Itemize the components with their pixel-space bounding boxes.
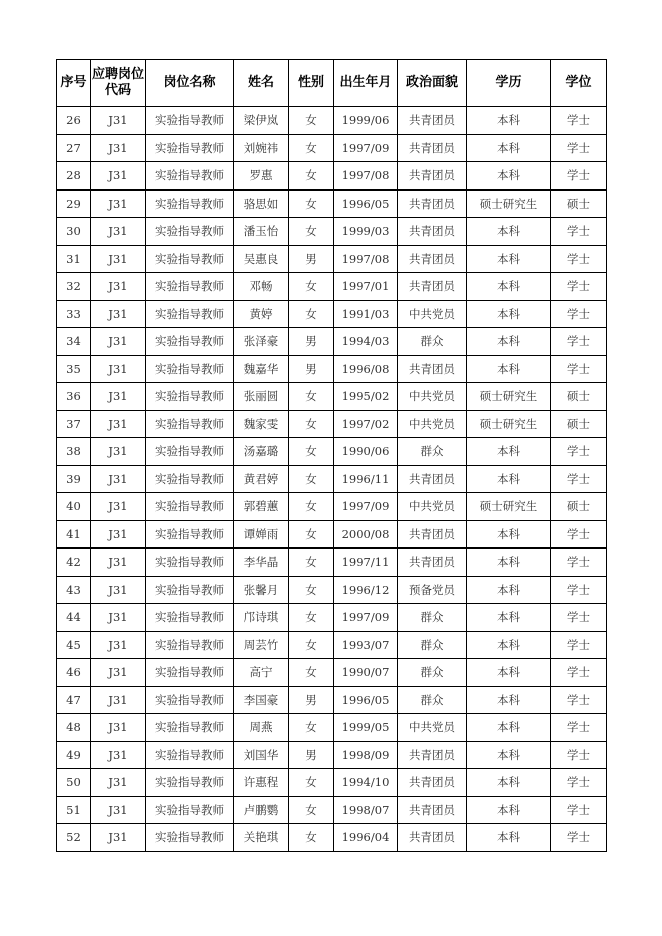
- cell-position-name: 实验指导教师: [146, 383, 234, 411]
- cell-index: 48: [57, 714, 91, 742]
- table-row: [57, 134, 607, 162]
- cell-gender: 男: [289, 245, 334, 273]
- cell-education: 本科: [467, 741, 551, 769]
- cell-name: 魏家雯: [234, 410, 289, 438]
- cell-position-name: 实验指导教师: [146, 465, 234, 493]
- cell-degree: 学士: [551, 824, 607, 852]
- cell-name: 李华晶: [234, 548, 289, 576]
- cell-political-status: 共青团员: [398, 520, 467, 548]
- cell-degree: 学士: [551, 659, 607, 687]
- cell-education: 本科: [467, 328, 551, 356]
- cell-gender: 女: [289, 273, 334, 301]
- cell-education: 本科: [467, 769, 551, 797]
- cell-political-status: 共青团员: [398, 245, 467, 273]
- cell-name: 黄婷: [234, 300, 289, 328]
- cell-position-code: J31: [91, 355, 146, 383]
- header-political-status: 政治面貌: [398, 60, 467, 107]
- cell-education: 本科: [467, 520, 551, 548]
- cell-political-status: 共青团员: [398, 465, 467, 493]
- cell-index: 27: [57, 134, 91, 162]
- cell-degree: 学士: [551, 520, 607, 548]
- cell-position-name: 实验指导教师: [146, 796, 234, 824]
- cell-education: 本科: [467, 218, 551, 246]
- cell-education: 本科: [467, 273, 551, 301]
- cell-degree: 学士: [551, 465, 607, 493]
- cell-position-name: 实验指导教师: [146, 438, 234, 466]
- cell-political-status: 中共党员: [398, 493, 467, 521]
- header-birth-date: 出生年月: [334, 60, 398, 107]
- table-row: [57, 162, 607, 190]
- cell-degree: 学士: [551, 162, 607, 190]
- cell-position-name: 实验指导教师: [146, 162, 234, 190]
- cell-index: 29: [57, 190, 91, 218]
- cell-degree: 学士: [551, 686, 607, 714]
- table-row: [57, 631, 607, 659]
- cell-political-status: 共青团员: [398, 355, 467, 383]
- cell-degree: 学士: [551, 328, 607, 356]
- table-row: [57, 438, 607, 466]
- cell-birth-date: 1997/02: [334, 410, 398, 438]
- cell-position-code: J31: [91, 769, 146, 797]
- cell-gender: 女: [289, 604, 334, 632]
- cell-political-status: 共青团员: [398, 107, 467, 135]
- cell-gender: 女: [289, 134, 334, 162]
- table-row: [57, 686, 607, 714]
- cell-position-name: 实验指导教师: [146, 548, 234, 576]
- header-education: 学历: [467, 60, 551, 107]
- cell-gender: 女: [289, 493, 334, 521]
- cell-gender: 女: [289, 631, 334, 659]
- cell-degree: 学士: [551, 355, 607, 383]
- cell-education: 本科: [467, 355, 551, 383]
- cell-position-code: J31: [91, 493, 146, 521]
- cell-position-code: J31: [91, 273, 146, 301]
- cell-gender: 女: [289, 796, 334, 824]
- cell-name: 张泽豪: [234, 328, 289, 356]
- cell-index: 51: [57, 796, 91, 824]
- table-row: [57, 796, 607, 824]
- cell-position-code: J31: [91, 162, 146, 190]
- cell-birth-date: 1996/05: [334, 686, 398, 714]
- cell-index: 50: [57, 769, 91, 797]
- cell-degree: 学士: [551, 107, 607, 135]
- cell-position-name: 实验指导教师: [146, 355, 234, 383]
- table-row: [57, 410, 607, 438]
- cell-birth-date: 1993/07: [334, 631, 398, 659]
- table-row: [57, 604, 607, 632]
- cell-political-status: 共青团员: [398, 134, 467, 162]
- cell-name: 罗惠: [234, 162, 289, 190]
- cell-education: 本科: [467, 162, 551, 190]
- cell-position-code: J31: [91, 328, 146, 356]
- cell-position-code: J31: [91, 134, 146, 162]
- cell-gender: 男: [289, 686, 334, 714]
- cell-political-status: 中共党员: [398, 300, 467, 328]
- cell-index: 47: [57, 686, 91, 714]
- cell-gender: 女: [289, 769, 334, 797]
- cell-birth-date: 1999/06: [334, 107, 398, 135]
- header-degree: 学位: [551, 60, 607, 107]
- cell-name: 刘婉祎: [234, 134, 289, 162]
- cell-position-name: 实验指导教师: [146, 714, 234, 742]
- cell-index: 35: [57, 355, 91, 383]
- cell-gender: 女: [289, 190, 334, 218]
- cell-index: 31: [57, 245, 91, 273]
- cell-gender: 女: [289, 162, 334, 190]
- table-row: [57, 576, 607, 604]
- table-row: [57, 355, 607, 383]
- cell-birth-date: 1997/08: [334, 245, 398, 273]
- cell-degree: 学士: [551, 796, 607, 824]
- cell-birth-date: 1998/07: [334, 796, 398, 824]
- cell-name: 梁伊岚: [234, 107, 289, 135]
- header-index: 序号: [57, 60, 91, 107]
- cell-index: 42: [57, 548, 91, 576]
- cell-political-status: 共青团员: [398, 162, 467, 190]
- cell-gender: 女: [289, 107, 334, 135]
- cell-name: 刘国华: [234, 741, 289, 769]
- cell-position-name: 实验指导教师: [146, 273, 234, 301]
- cell-position-code: J31: [91, 218, 146, 246]
- cell-birth-date: 1994/10: [334, 769, 398, 797]
- cell-degree: 学士: [551, 218, 607, 246]
- cell-position-code: J31: [91, 548, 146, 576]
- cell-political-status: 群众: [398, 686, 467, 714]
- cell-name: 汤嘉璐: [234, 438, 289, 466]
- cell-degree: 学士: [551, 300, 607, 328]
- cell-name: 邓畅: [234, 273, 289, 301]
- cell-position-code: J31: [91, 686, 146, 714]
- cell-gender: 女: [289, 548, 334, 576]
- cell-gender: 男: [289, 355, 334, 383]
- cell-political-status: 群众: [398, 328, 467, 356]
- cell-gender: 女: [289, 218, 334, 246]
- cell-degree: 学士: [551, 576, 607, 604]
- cell-position-code: J31: [91, 245, 146, 273]
- cell-education: 本科: [467, 107, 551, 135]
- candidate-table: [56, 59, 607, 852]
- table-row: [57, 493, 607, 521]
- cell-position-name: 实验指导教师: [146, 410, 234, 438]
- cell-position-code: J31: [91, 714, 146, 742]
- cell-degree: 学士: [551, 769, 607, 797]
- cell-political-status: 共青团员: [398, 796, 467, 824]
- cell-education: 硕士研究生: [467, 383, 551, 411]
- cell-index: 33: [57, 300, 91, 328]
- cell-position-name: 实验指导教师: [146, 520, 234, 548]
- table-row: [57, 273, 607, 301]
- cell-index: 36: [57, 383, 91, 411]
- cell-position-name: 实验指导教师: [146, 134, 234, 162]
- cell-education: 本科: [467, 300, 551, 328]
- table-row: [57, 714, 607, 742]
- cell-gender: 女: [289, 300, 334, 328]
- cell-birth-date: 1999/03: [334, 218, 398, 246]
- table-row: [57, 328, 607, 356]
- cell-position-name: 实验指导教师: [146, 741, 234, 769]
- cell-position-name: 实验指导教师: [146, 659, 234, 687]
- cell-political-status: 中共党员: [398, 383, 467, 411]
- cell-political-status: 共青团员: [398, 548, 467, 576]
- cell-birth-date: 1997/11: [334, 548, 398, 576]
- cell-index: 32: [57, 273, 91, 301]
- cell-political-status: 群众: [398, 438, 467, 466]
- cell-index: 38: [57, 438, 91, 466]
- table-row: [57, 190, 607, 218]
- cell-position-name: 实验指导教师: [146, 300, 234, 328]
- cell-birth-date: 1997/09: [334, 604, 398, 632]
- cell-position-name: 实验指导教师: [146, 686, 234, 714]
- cell-gender: 女: [289, 659, 334, 687]
- cell-position-name: 实验指导教师: [146, 769, 234, 797]
- cell-political-status: 群众: [398, 659, 467, 687]
- cell-education: 本科: [467, 438, 551, 466]
- cell-name: 李国豪: [234, 686, 289, 714]
- cell-birth-date: 1996/04: [334, 824, 398, 852]
- cell-birth-date: 1996/12: [334, 576, 398, 604]
- cell-education: 本科: [467, 824, 551, 852]
- cell-gender: 女: [289, 465, 334, 493]
- header-position-name: 岗位名称: [146, 60, 234, 107]
- table-row: [57, 107, 607, 135]
- cell-degree: 学士: [551, 273, 607, 301]
- cell-birth-date: 1991/03: [334, 300, 398, 328]
- table-row: [57, 741, 607, 769]
- cell-birth-date: 1996/05: [334, 190, 398, 218]
- cell-position-code: J31: [91, 796, 146, 824]
- cell-name: 高宁: [234, 659, 289, 687]
- table-row: [57, 300, 607, 328]
- cell-birth-date: 1999/05: [334, 714, 398, 742]
- cell-political-status: 共青团员: [398, 769, 467, 797]
- cell-political-status: 共青团员: [398, 218, 467, 246]
- table-row: [57, 465, 607, 493]
- cell-name: 骆思如: [234, 190, 289, 218]
- cell-political-status: 预备党员: [398, 576, 467, 604]
- cell-degree: 硕士: [551, 190, 607, 218]
- cell-name: 郭碧蕙: [234, 493, 289, 521]
- cell-position-name: 实验指导教师: [146, 824, 234, 852]
- cell-name: 潘玉怡: [234, 218, 289, 246]
- cell-gender: 男: [289, 741, 334, 769]
- cell-education: 硕士研究生: [467, 410, 551, 438]
- table-row: [57, 218, 607, 246]
- cell-name: 周燕: [234, 714, 289, 742]
- cell-position-code: J31: [91, 107, 146, 135]
- cell-gender: 女: [289, 438, 334, 466]
- cell-political-status: 共青团员: [398, 273, 467, 301]
- cell-position-code: J31: [91, 631, 146, 659]
- cell-degree: 硕士: [551, 383, 607, 411]
- cell-gender: 女: [289, 410, 334, 438]
- cell-political-status: 中共党员: [398, 714, 467, 742]
- cell-position-name: 实验指导教师: [146, 493, 234, 521]
- cell-gender: 女: [289, 383, 334, 411]
- cell-degree: 学士: [551, 631, 607, 659]
- table-row: [57, 824, 607, 852]
- cell-degree: 学士: [551, 741, 607, 769]
- cell-index: 49: [57, 741, 91, 769]
- header-row: [57, 60, 607, 107]
- cell-index: 40: [57, 493, 91, 521]
- cell-birth-date: 1990/07: [334, 659, 398, 687]
- cell-education: 本科: [467, 659, 551, 687]
- cell-birth-date: 1994/03: [334, 328, 398, 356]
- cell-position-name: 实验指导教师: [146, 218, 234, 246]
- cell-gender: 女: [289, 714, 334, 742]
- cell-position-code: J31: [91, 824, 146, 852]
- cell-education: 本科: [467, 134, 551, 162]
- cell-name: 吴惠良: [234, 245, 289, 273]
- cell-degree: 学士: [551, 134, 607, 162]
- cell-political-status: 共青团员: [398, 741, 467, 769]
- cell-index: 26: [57, 107, 91, 135]
- cell-position-name: 实验指导教师: [146, 604, 234, 632]
- cell-education: 本科: [467, 796, 551, 824]
- cell-position-code: J31: [91, 520, 146, 548]
- table-row: [57, 659, 607, 687]
- cell-index: 43: [57, 576, 91, 604]
- cell-index: 34: [57, 328, 91, 356]
- cell-name: 关艳琪: [234, 824, 289, 852]
- cell-gender: 男: [289, 328, 334, 356]
- cell-education: 硕士研究生: [467, 190, 551, 218]
- cell-name: 魏嘉华: [234, 355, 289, 383]
- table-row: [57, 548, 607, 576]
- cell-birth-date: 1998/09: [334, 741, 398, 769]
- cell-political-status: 群众: [398, 631, 467, 659]
- cell-index: 52: [57, 824, 91, 852]
- cell-degree: 学士: [551, 245, 607, 273]
- cell-position-name: 实验指导教师: [146, 328, 234, 356]
- cell-birth-date: 1995/02: [334, 383, 398, 411]
- cell-degree: 学士: [551, 604, 607, 632]
- cell-position-code: J31: [91, 576, 146, 604]
- cell-birth-date: 1997/08: [334, 162, 398, 190]
- cell-position-name: 实验指导教师: [146, 190, 234, 218]
- cell-education: 本科: [467, 465, 551, 493]
- cell-index: 30: [57, 218, 91, 246]
- cell-degree: 学士: [551, 438, 607, 466]
- cell-education: 本科: [467, 245, 551, 273]
- table-row: [57, 520, 607, 548]
- cell-gender: 女: [289, 520, 334, 548]
- cell-political-status: 群众: [398, 604, 467, 632]
- cell-position-name: 实验指导教师: [146, 576, 234, 604]
- cell-position-name: 实验指导教师: [146, 107, 234, 135]
- cell-name: 周芸竹: [234, 631, 289, 659]
- cell-position-code: J31: [91, 190, 146, 218]
- cell-position-code: J31: [91, 741, 146, 769]
- cell-birth-date: 1996/08: [334, 355, 398, 383]
- cell-degree: 硕士: [551, 493, 607, 521]
- cell-birth-date: 1990/06: [334, 438, 398, 466]
- cell-position-code: J31: [91, 659, 146, 687]
- cell-education: 本科: [467, 548, 551, 576]
- cell-index: 28: [57, 162, 91, 190]
- cell-education: 本科: [467, 714, 551, 742]
- cell-political-status: 共青团员: [398, 824, 467, 852]
- cell-name: 谭婵雨: [234, 520, 289, 548]
- cell-degree: 学士: [551, 548, 607, 576]
- cell-name: 邝诗琪: [234, 604, 289, 632]
- cell-gender: 女: [289, 576, 334, 604]
- cell-education: 本科: [467, 604, 551, 632]
- cell-position-code: J31: [91, 300, 146, 328]
- table-row: [57, 245, 607, 273]
- cell-index: 41: [57, 520, 91, 548]
- cell-education: 本科: [467, 631, 551, 659]
- cell-name: 张丽圆: [234, 383, 289, 411]
- cell-education: 硕士研究生: [467, 493, 551, 521]
- table-row: [57, 769, 607, 797]
- cell-position-code: J31: [91, 465, 146, 493]
- cell-name: 许惠程: [234, 769, 289, 797]
- cell-index: 45: [57, 631, 91, 659]
- cell-index: 44: [57, 604, 91, 632]
- cell-index: 37: [57, 410, 91, 438]
- cell-education: 本科: [467, 576, 551, 604]
- cell-degree: 学士: [551, 714, 607, 742]
- cell-gender: 女: [289, 824, 334, 852]
- cell-name: 黄君婷: [234, 465, 289, 493]
- cell-name: 卢鹏鹦: [234, 796, 289, 824]
- cell-birth-date: 2000/08: [334, 520, 398, 548]
- cell-education: 本科: [467, 686, 551, 714]
- cell-position-code: J31: [91, 383, 146, 411]
- cell-position-name: 实验指导教师: [146, 245, 234, 273]
- cell-birth-date: 1997/09: [334, 134, 398, 162]
- cell-birth-date: 1997/09: [334, 493, 398, 521]
- cell-political-status: 中共党员: [398, 410, 467, 438]
- cell-position-code: J31: [91, 438, 146, 466]
- cell-index: 46: [57, 659, 91, 687]
- cell-index: 39: [57, 465, 91, 493]
- header-name: 姓名: [234, 60, 289, 107]
- cell-degree: 硕士: [551, 410, 607, 438]
- cell-name: 张馨月: [234, 576, 289, 604]
- cell-position-name: 实验指导教师: [146, 631, 234, 659]
- cell-political-status: 共青团员: [398, 190, 467, 218]
- cell-position-code: J31: [91, 604, 146, 632]
- cell-birth-date: 1997/01: [334, 273, 398, 301]
- header-gender: 性别: [289, 60, 334, 107]
- header-position-code: 应聘岗位代码: [91, 60, 146, 107]
- table-body: [57, 107, 607, 852]
- cell-position-code: J31: [91, 410, 146, 438]
- table-row: [57, 383, 607, 411]
- cell-birth-date: 1996/11: [334, 465, 398, 493]
